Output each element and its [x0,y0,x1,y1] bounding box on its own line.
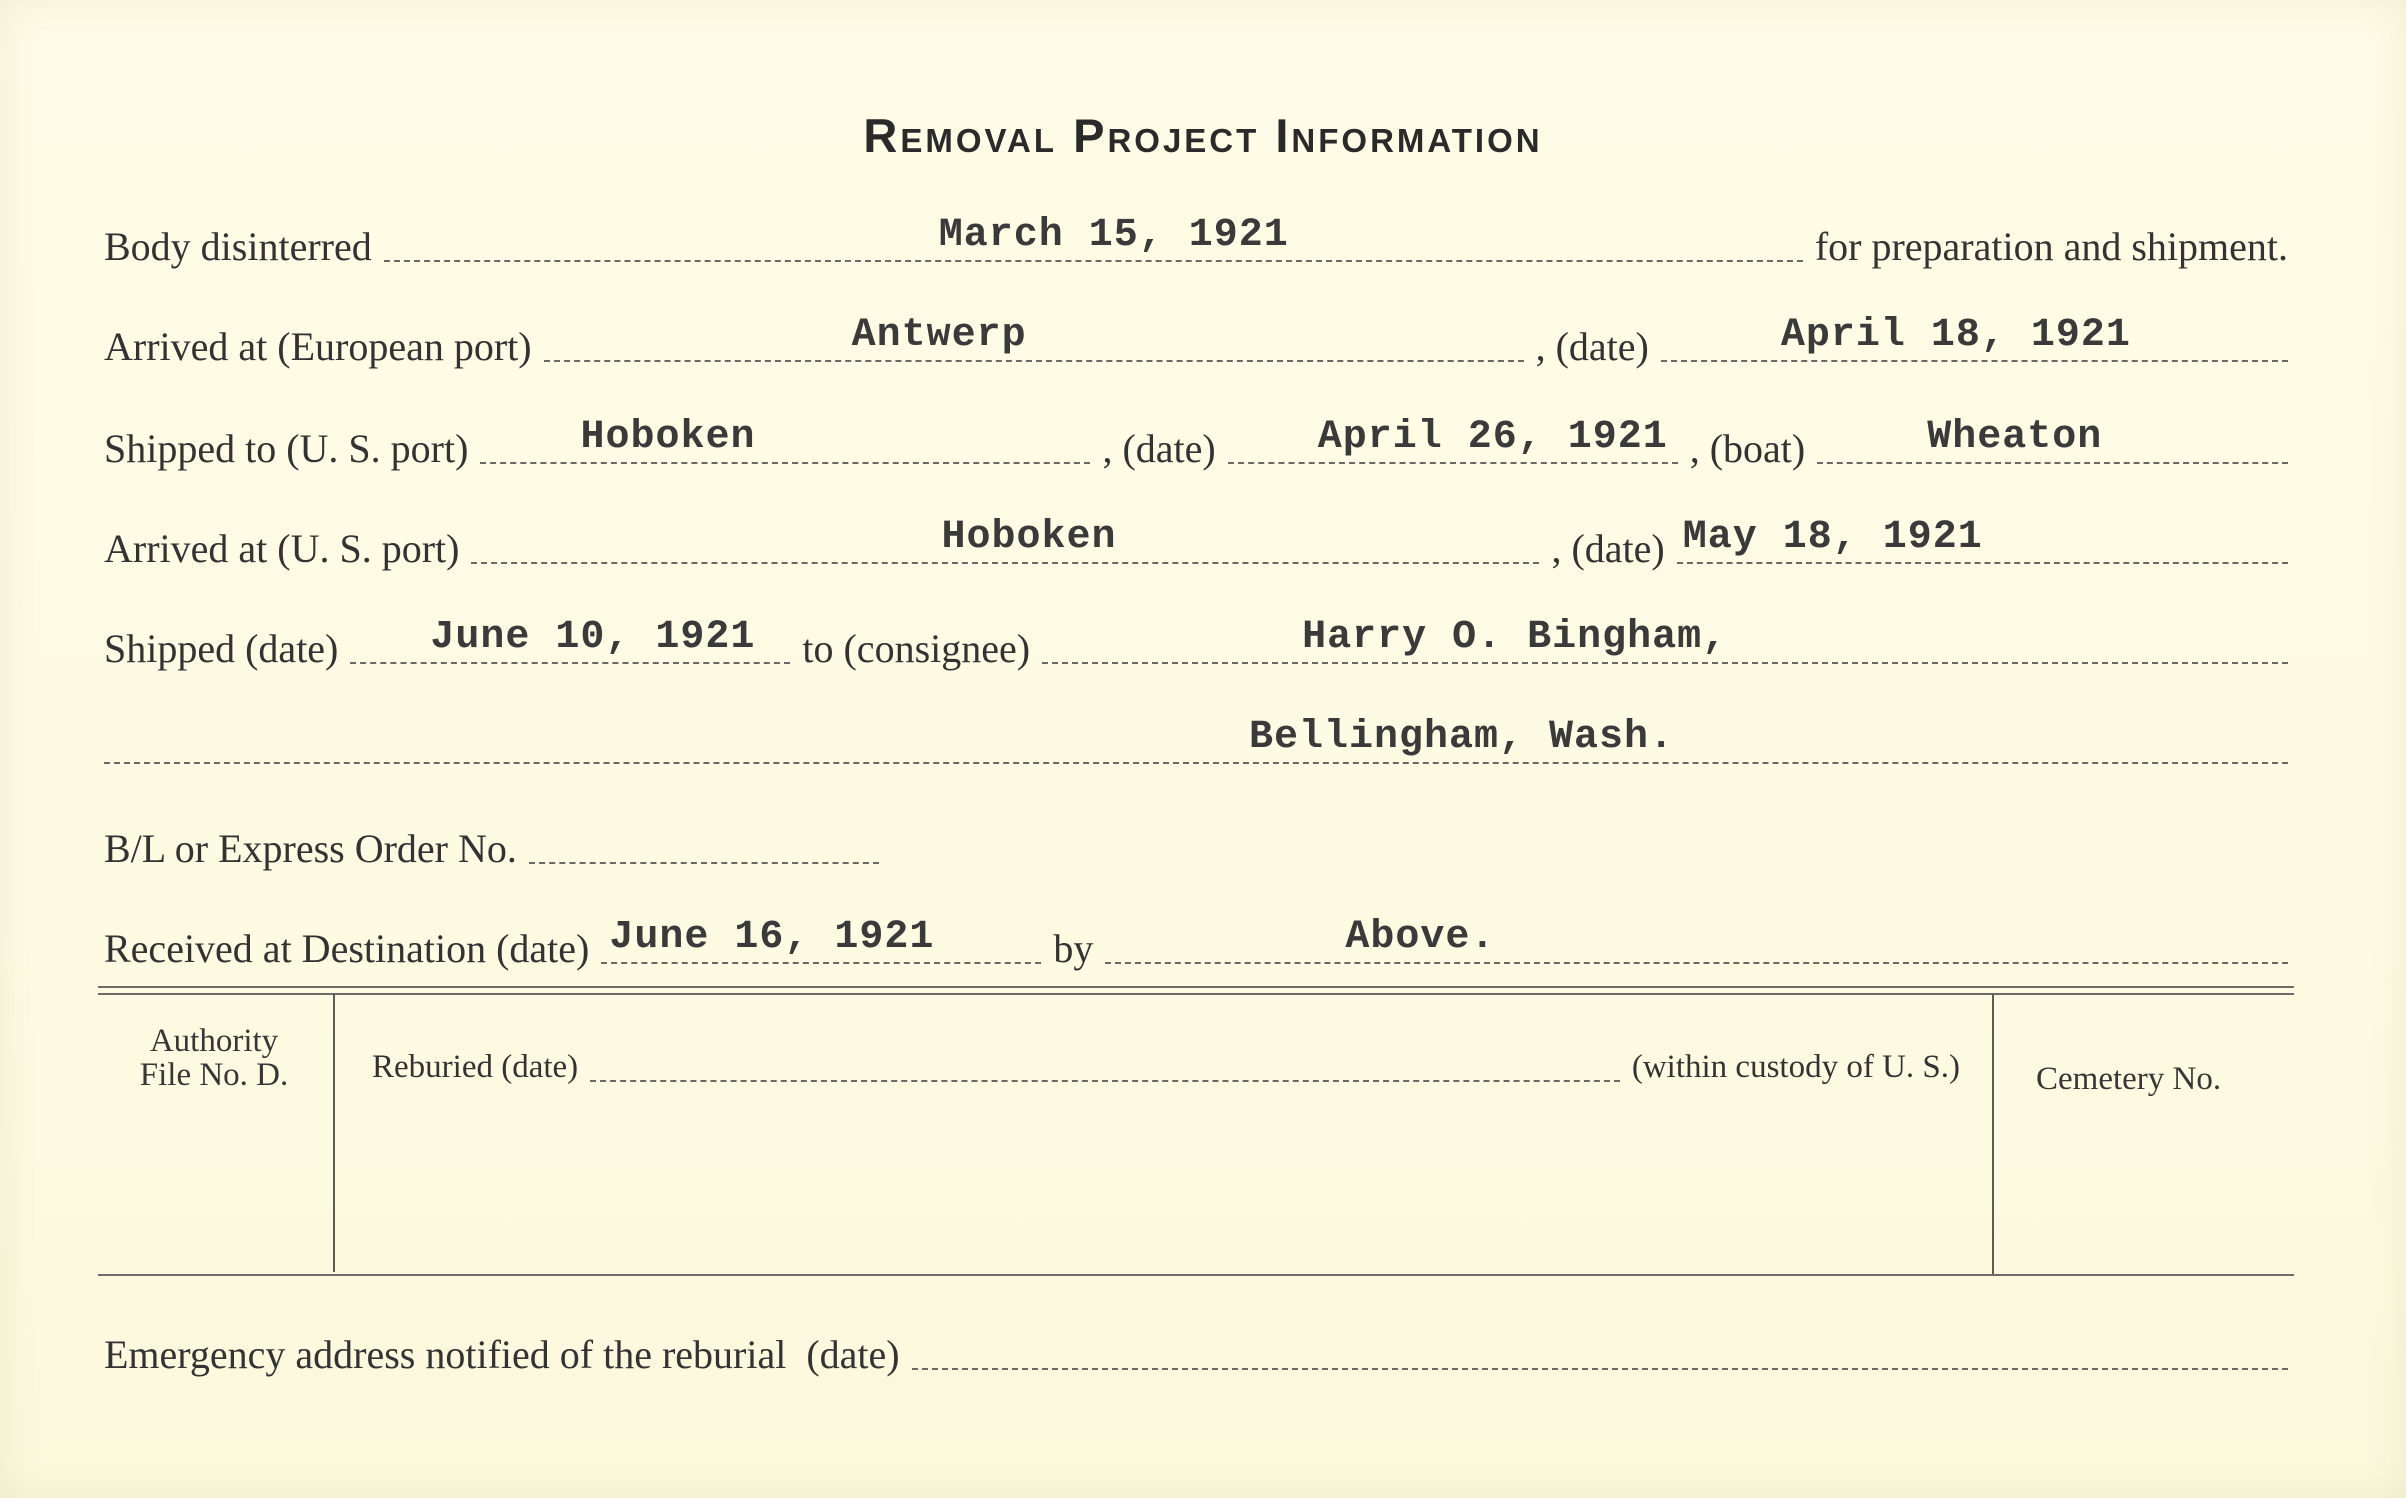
shipped-date-field[interactable] [1228,414,1678,464]
consignee-field[interactable] [1042,614,2288,664]
arrived-us-date-label: , (date) [1551,526,1665,571]
row-emergency-address [98,1320,2294,1378]
authority-label-line2: File No. D. [139,1057,289,1093]
cemetery-no-label: Cemetery No. [2036,1061,2222,1097]
consignee-value: Harry O. Bingham, [1302,615,1728,660]
shipped-to-port-field[interactable] [480,414,1090,464]
bl-order-label: B/L or Express Order No. [104,826,517,871]
reburied-field[interactable] [590,1046,1620,1082]
row-received-destination [98,914,2294,972]
european-date-value: April 18, 1921 [1780,313,2131,358]
table-top-rule-double [98,993,2294,995]
row-body-disinterred [98,212,2294,270]
shipped-date2-field[interactable] [350,614,790,664]
arrived-us-port-value: Hoboken [941,515,1117,560]
consignee-address-field[interactable] [104,714,2288,764]
european-port-value: Antwerp [851,313,1027,358]
bl-order-field[interactable] [529,814,879,864]
european-date-label: , (date) [1535,324,1649,369]
row-bl-order [98,814,2294,872]
body-disinterred-value: March 15, 1921 [938,213,1289,258]
shipped-to-port-label: Shipped to (U. S. port) [104,426,469,471]
authority-label-line1: Authority [149,1023,279,1059]
received-date-value: June 16, 1921 [609,915,935,960]
body-disinterred-field[interactable] [384,212,1803,262]
boat-field[interactable] [1817,414,2288,464]
page-title: Removal Project Information [863,109,1543,162]
table-bottom-rule [98,1274,2294,1276]
european-port-label: Arrived at (European port) [104,324,532,369]
boat-label: , (boat) [1689,426,1806,471]
shipped-date2-label: Shipped (date) [104,626,339,671]
shipped-date2-value: June 10, 1921 [430,615,756,660]
row-shipped-consignee [98,614,2294,672]
row-reburied [366,1046,1966,1086]
custody-label: (within custody of U. S.) [1631,1049,1960,1085]
arrived-us-port-label: Arrived at (U. S. port) [104,526,460,571]
body-disinterred-label: Body disinterred [104,224,372,269]
boat-value: Wheaton [1927,415,2103,460]
table-top-rule [98,986,2294,988]
authority-file-label [98,1024,330,1092]
shipped-date-value: April 26, 1921 [1317,415,1668,460]
received-by-field[interactable] [1105,914,2288,964]
row-european-port [98,312,2294,370]
row-arrived-us-port [98,514,2294,572]
arrived-us-port-field[interactable] [471,514,1539,564]
row-shipped-to-us-port [98,414,2294,472]
shipped-date-label: , (date) [1102,426,1216,471]
received-by-label: by [1053,926,1094,971]
row-consignee-address [98,714,2294,772]
cemetery-divider [1992,994,1994,1276]
shipped-to-port-value: Hoboken [580,415,756,460]
received-date-label: Received at Destination (date) [104,926,590,971]
received-by-value: Above. [1345,915,1496,960]
european-port-field[interactable] [544,312,1524,362]
preparation-shipment-label: for preparation and shipment. [1814,224,2288,269]
consignee-address-value: Bellingham, Wash. [1249,715,1675,760]
arrived-us-date-value: May 18, 1921 [1682,515,1983,560]
received-date-field[interactable] [601,914,1041,964]
european-date-field[interactable] [1661,312,2288,362]
emergency-address-field[interactable] [912,1320,2288,1370]
emergency-address-label: Emergency address notified of the reburial (date) [104,1332,900,1377]
reburied-label: Reburied (date) [372,1049,579,1085]
consignee-label: to (consignee) [802,626,1031,671]
arrived-us-date-field[interactable] [1677,514,2288,564]
authority-divider [333,994,335,1272]
